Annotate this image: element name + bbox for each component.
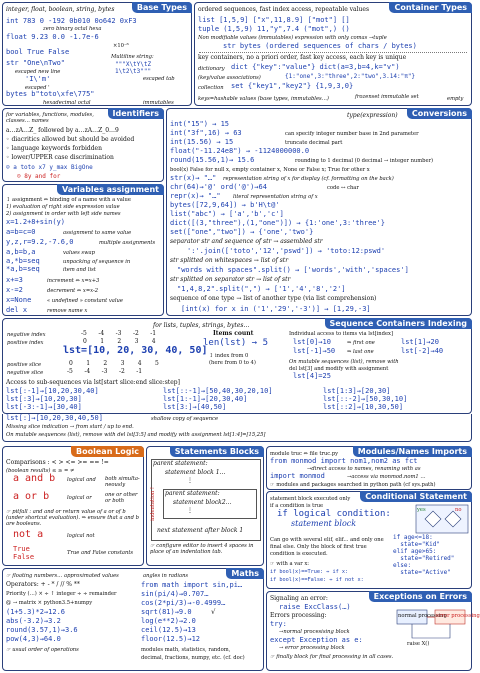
access-second-last: lst[-2]→40 [401,347,444,355]
base-types-panel [2,2,192,106]
slice-6: lst[::-2]→[50,30,10] [323,395,408,403]
normal-processing-label: normal processing [398,613,447,619]
lst-definition: lst=[10, 20, 30, 40, 50] [63,345,208,356]
errors-label: Errors processing: [270,612,327,619]
str-bytes-code: str bytes (ordered sequences of chars / bytes) [223,42,417,50]
not-note: logical not [67,533,95,539]
neg-slice-label: negative slice [7,370,44,376]
floating-note: ☞ floating numbers… approximated values [6,573,119,579]
parent-statement-1: parent statement: [153,460,208,467]
key-containers-caption: key containers, no a priori order, fast key access, each key is unique [198,54,407,61]
bytes-code: bytes b"toto\xfe\775" [6,90,95,98]
conversions-panel [166,108,472,316]
pos-slice-values: 0 1 2 3 4 5 [69,360,159,367]
maths-title: Maths [226,568,264,579]
ordered-caption: ordered sequences, fast index access, repeatable values [198,6,370,13]
statement-block-1: statement block 1… [165,469,226,476]
dict-code2: {1:"one",3:"three",2:"two",3.14:"π"} [285,73,416,80]
statement-block-2: statement block2… [173,499,232,506]
conv-l6: bool(x) False for null x, empty container x, None or False x; True for other x [170,167,370,173]
pos-index-label: positive index [7,340,44,346]
frozenset-note: frozenset immutable set [355,94,419,100]
index-note2: (here from 0 to 4) [209,360,256,366]
cond-c6: state="Active" [393,569,451,576]
import-code: import monmod [270,472,325,480]
conv-l15: ':'.join(['toto','12','pswd']) → 'toto:12:pswd' [187,247,386,255]
str-multi-code: """X\tY\tZ 1\t2\t3""" [115,61,152,75]
conv-l7-note: representation string of x for display (cf. formatting on the back) [223,176,394,182]
error-block-note: → error processing block [279,645,345,651]
cond-bool2: if bool(x)==True: ⇔ if x: [270,569,349,575]
cond-l5: condition is executed. [270,551,328,557]
exceptions-panel [266,591,480,671]
or-note2: one or other or both [105,492,138,504]
cond-bool3: if bool(x)==False: ⇔ if not x: [270,577,364,583]
slice-5: lst[1:-1]→[20,30,40] [163,395,248,403]
keyvalue-note: (key/value associations) [198,75,261,81]
priority: Priority (…) × ÷ ↑ integer ÷ ÷ remainder [6,591,117,597]
var-c2: a=b=c=0 [6,228,36,236]
seq-index-panel [2,318,472,414]
var-c8-note: decrement ⇔ x=x-2 [47,288,99,294]
bytes-note: hexadecimal octal [43,100,91,106]
exceptions-title: Exceptions on Errors [369,591,472,602]
var-c6: *a,b=seq [6,265,40,273]
math-m4: pow(4,3)→64.0 [6,635,61,643]
math-m3: round(3.57,1)→3.6 [6,626,78,634]
usual-order-note: ☞ usual order of operations [6,647,79,653]
cond-l1: statement block executed only [270,496,351,502]
identifiers-diacritics: ◦ diacritics allowed but should be avoided [6,136,135,143]
signal-label: Signaling an error: [270,595,328,602]
seq-index-title: Sequence Containers Indexing [325,318,472,329]
cond-c2: state="Kid" [393,541,440,548]
conversions-title: Conversions [407,108,472,119]
empty-note: empty [447,96,464,102]
access-first: lst[0]→10 [293,338,331,346]
conv-l1: int("15") → 15 [170,120,230,128]
conv-l18: str splitted on separator str → list of str [170,276,291,283]
slice-3: lst[1:3]→[20,30] [323,387,391,395]
var-c7-note: increment ⇔ x=x+3 [47,278,100,284]
angles-note: angles in radians [143,573,189,579]
slice-7: lst[-3:-1]→[30,40] [6,403,82,411]
modules-panel [266,446,472,490]
cond-l2: if a condition is true [270,503,324,509]
math-r5: log(e**2)→2.0 [141,617,196,625]
parent-statement-2: parent statement: [165,490,220,497]
identifiers-title: Identifiers [108,108,164,119]
list-code: list [1,5,9] ["x",11,8.9] ["mot"] [] [198,16,350,24]
identifiers-rule: a…zA…Z_ followed by a…zA…Z_0…9 [6,127,119,134]
flow-yes-label: yes [417,507,426,513]
variables-panel [2,184,164,316]
items-count-label: Items count [213,330,254,337]
var-c9: x=None [6,296,32,304]
conv-l21: [int(x) for x in ('1','29','-3')] → [1,29,-3] [181,305,371,313]
math-r2: sin(pi/4)→0.707… [141,590,209,598]
cond-c5: else: [393,562,412,569]
maths-panel [2,568,264,671]
set-code: set {"key1","key2"} {1,9,3,0} [231,82,354,90]
var-c4-note: values swap [63,250,95,256]
import-note: →access via monmod.nom1 … [347,474,426,480]
base-types-caption: integer, float, boolean, string, bytes [6,6,115,13]
access-second: lst[1]→20 [401,338,439,346]
except-code: except Exception as e: [270,636,363,644]
cond-c1: if age<=18: [393,534,433,541]
indentation-label: indentation ! [150,487,156,521]
slice-8: lst[3:]→[40,50] [163,403,227,411]
if-block: statement block [291,519,357,528]
cond-c4: state="Retired" [393,555,455,562]
or-note: logical or [67,495,92,501]
variables-l3: 2) assignment in order with left side names [6,211,121,217]
conv-l16: str splitted on whitespaces → list of str [170,257,289,264]
flow-no-label: no [455,507,462,513]
identifiers-keywords: ◦ language keywords forbidden [6,145,102,152]
bool-code: bool True False [6,48,70,56]
conv-l11: list("abc") → ['a','b','c'] [170,210,284,218]
or-code: a or b [13,491,50,502]
variables-l1: ↕ assignment ⇔ binding of a name with a value [6,197,131,203]
conv-l3-note: truncate decimal part [285,140,343,146]
access-last: lst[-1]→50 [293,347,336,355]
individual-access: Individual access to items via lst[index] [289,331,393,337]
str-code: str "One\nTwo" [6,59,66,67]
math-r3: cos(2*pi/3)→-0.4999… [141,599,226,607]
var-c4: a,b=b,a [6,248,36,256]
conv-l9-note: literal representation string of x [233,194,318,200]
assign-code: lst[4]=25 [293,372,331,380]
dots-2: ⋮ [187,507,193,514]
conv-l7: str(x)→ "…" [170,174,217,182]
dict-label: dictionary [198,66,225,72]
slice-4: lst[:3]→[10,20,30] [6,395,82,403]
keys-hash-note: keys=hashable values (base types, immutables…) [198,96,329,102]
statements-title: Statements Blocks [170,446,264,457]
conv-l8-note: code ↔ char [327,185,359,191]
container-types-title: Container Types [389,2,472,13]
neg-index-label: negative index [7,332,46,338]
boolean-title: Boolean Logic [71,446,144,457]
slice-2: lst[::-1]→[50,40,30,20,10] [163,387,273,395]
var-c5-note: unpacking of sequence in [63,259,131,265]
missing-slice-note: Missing slice indication → from start / up to end. [6,424,134,430]
try-code: try: [270,620,287,628]
int-code: int 783 0 -192 0b010 0o642 0xF3 [6,17,137,25]
dict-code: dict {"key":"value"} dict(a=3,b=4,k="v") [231,63,400,71]
error-processing-label: error processing [436,613,480,619]
nonmod-note: Non modifiable values (immutables) expression with only comas →tuple [198,35,387,41]
and-note: logical and [67,477,96,483]
variables-title: Variables assignment [57,184,164,195]
var-c1: x=1.2+8+sin(y) [6,218,66,226]
dots-1: ⋮ [187,477,193,484]
seq-caption: for lists, tuples, strings, bytes… [153,322,250,329]
float-note: ×10⁻⁶ [113,43,129,49]
finally-note: ☞ finally block for final processing in all cases. [270,654,394,660]
conv-l2: int("3f",16) → 63 [170,129,242,137]
pitfall-note: ☞ pitfall : and and or return value of a or of b (under shortcut evaluation). ⇒ ensure that a and b are booleans. [6,509,139,527]
variables-l2: 1) evaluation of right side expression value [6,204,120,210]
sqrt-symbol: √ [211,608,216,616]
next-statement: next statement after block 1 [157,527,244,534]
conv-l14: separator str and sequence of str → assembled str [170,238,323,245]
math-r9: decimal, fractions, numpy, etc. (cf. doc) [141,655,245,661]
str2-code: 'I\'m' [25,75,51,83]
conv-l9: repr(x)→ "…" [170,192,221,200]
not-code: not a [13,529,44,540]
len-code: len(lst) → 5 [203,338,269,348]
import-from-code: from monmod import nom1,nom2 as fct [270,457,418,465]
multiline-label: Multiline string: [111,54,154,60]
var-c5: a,*b=seq [6,257,40,265]
if-code: if logical condition: [277,509,391,519]
var-c10-note: remove name x [47,308,88,314]
var-c7: x+=3 [6,276,23,284]
conv-l8: chr(64)→'@' ord('@')→64 [170,183,267,191]
comparisons: Comparisons : < > <= >= == != [6,459,109,466]
var-c8: x-=2 [6,286,23,294]
var-c10: del x [6,306,28,314]
escaped-nl-note: escaped new line [15,69,61,75]
var-c6-note: item and list [63,267,96,273]
last-one-note: ⇒ last one [347,349,374,355]
index-note: ↕ index from 0 [209,353,249,359]
neg-index-values: -5 -4 -3 -2 -1 [81,330,157,337]
math-m2: abs(-3.2)→3.2 [6,617,61,625]
del-code: del lst[3] and modify with assignment [289,366,389,372]
operators: Operators: + - * / // % ** [6,581,80,588]
false-code: False [13,553,35,561]
tuple-code: tuple (1,5,9) 11,"y",7.4 ("mot",) () [198,25,350,33]
conv-l5-note: rounding to 1 decimal (0 decimal → integer number) [295,158,434,164]
var-c9-note: « undefined » constant value [47,298,123,304]
identifiers-bad: ☹ 8y and for [17,173,61,180]
modules-title: Modules/Names Imports [353,446,472,457]
type-expr: type(expression) [347,112,398,119]
conv-l3: int(15.56) → 15 [170,138,234,146]
normal-block-note: →normal procesising block [279,629,350,635]
sub-access-label: Access to sub-sequences via lst[start slice:end slice:step] [6,379,180,386]
var-c3-note: multiple assignments [99,240,156,246]
container-types-panel [194,2,472,106]
cond-c3: elif age>65: [393,548,437,555]
configure-note: ☞ configure editor to insert 4 spaces in place of an indentation tab. [150,543,254,555]
boolean-panel [2,446,144,566]
matrix: @ → matrix × python3.5+numpy [6,600,93,606]
conv-l12: dict([(3,"three"),(1,"one")]) → {1:'one',3:'three'} [170,219,385,227]
comparisons-result: (boolean results) ≤ ≥ = ≠ [6,468,75,474]
identifiers-caption: for variables, functions, modules, classes… names [6,112,94,124]
tf-note: True and False constants [67,550,134,556]
collection-label: collection [198,85,224,91]
math-r7: floor(12.5)→12 [141,635,201,643]
and-code: a and b [13,473,56,484]
conv-l5: round(15.56,1)→ 15.6 [170,156,255,164]
identifiers-panel [2,108,164,182]
conv-l4: float("-11.24e8") → -1124000000.0 [170,147,310,155]
math-r8: modules math, statistics, random, [141,647,231,653]
conv-l13: set(["one","two"]) → {'one','two'} [170,228,314,236]
var-c2-note: assignment to same value [63,230,132,236]
math-m1: (1+5.3)*2→12.6 [6,608,66,616]
identifiers-ok: ☺ a toto x7 y_max BigOne [6,164,93,171]
math-r6: ceil(12.5)→13 [141,626,196,634]
immutables-note: immutables [143,100,174,106]
module-header: module truc ⇔ file truc.py [270,451,339,457]
cond-bool1: ☞ with a var x: [270,561,310,567]
int-notes: zero binary octal hexa [43,26,102,32]
identifiers-case: ◦ lower/UPPER case discrimination [6,154,114,161]
slice-1: lst[:-1]→[10,20,30,40] [6,387,99,395]
conv-l19: "1,4,8,2".split(",") → ['1','4','8','2'] [177,285,346,293]
shallow-copy-note: shallow copy of sequence [151,416,219,422]
statements-panel [146,446,264,566]
first-one-note: ⇒ first one [347,340,375,346]
math-r1: from math import sin,pi… [141,581,243,589]
conditional-panel [266,491,472,589]
import-from-note: →direct access to names, renaming with as [307,466,421,472]
and-note2: both simulta-neously [105,476,140,488]
cond-l3: Can go with several elif, elif... and only one [270,537,384,543]
pos-slice-label: positive slice [7,362,42,368]
escaped-tab-note: escaped tab [143,76,175,82]
conv-l20: sequence of one type → list of another type (via list comprehension) [170,295,377,302]
float-code: float 9.23 0.0 -1.7e-6 [6,33,99,41]
cond-l4: final else. Only the block of first true [270,544,367,550]
conv-l10: bytes([72,9,64]) → b'H\t@' [170,201,280,209]
raise-x-label: raise X() [407,641,430,647]
true-code: True [13,545,30,553]
base-types-title: Base Types [132,2,192,13]
conditional-title: Conditional Statement [360,491,472,502]
neg-slice-values: -5 -4 -3 -2 -1 [67,368,143,375]
mutable-note: On mutable sequences (list), remove with [289,359,399,365]
math-r4: sqrt(81)→9.0 [141,608,192,616]
slice-10: lst[:]→[10,20,30,40,50] [6,414,103,422]
var-c3: y,z,r=9.2,-7.6,0 [6,238,74,246]
slice-9: lst[::2]→[10,30,50] [323,403,404,411]
raise-code: raise ExcClass(…) [279,603,351,611]
pos-index-values: 0 1 2 3 4 [83,338,156,345]
escaped-quote-note: escaped ' [25,85,50,91]
modules-search-note: ☞ modules and packages searched in python path (cf sys.path) [270,482,436,488]
conv-l2-note: can specify integer number base in 2nd parameter [285,131,419,137]
seq-index-footer [2,414,472,442]
mutable-slice-note: On mutable sequences (list), remove with del lst[3:5] and modify with assignment lst[1:4]=[15,25] [6,432,266,438]
conv-l17: "words with spaces".split() → ['words','with','spaces'] [177,266,409,274]
